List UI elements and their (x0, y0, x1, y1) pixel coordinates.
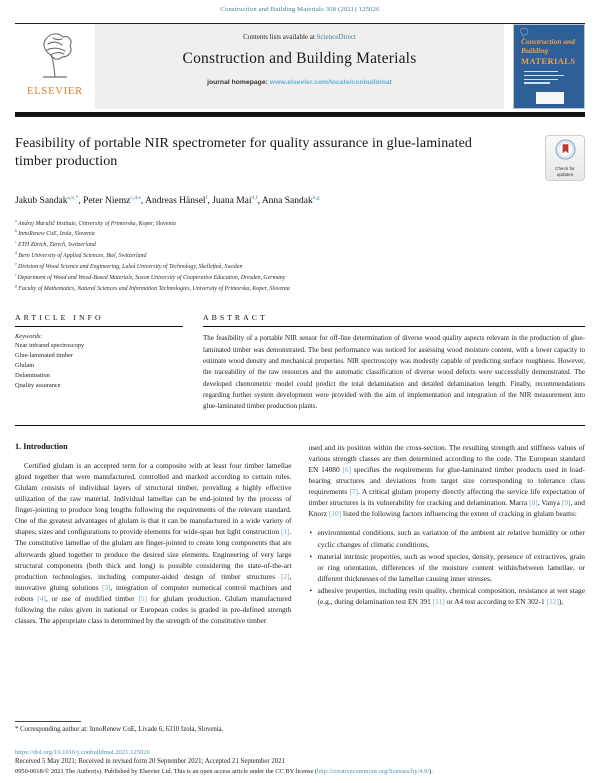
keyword-item: Quality assurance (15, 382, 61, 390)
elsevier-wordmark: ELSEVIER (27, 86, 83, 97)
author-superscript: d,f (251, 194, 258, 201)
journal-header-box (95, 24, 504, 109)
body-columns (15, 442, 585, 627)
author-list (15, 194, 585, 205)
cover-title-text: Construction and Building (521, 37, 575, 55)
text-segment: specifies the requirements for glue-laminated timber products used in load-bearing structures and deviations from target size corresponding to tolerance class requirements (308, 464, 585, 497)
citation-link[interactable]: [6] (342, 464, 352, 474)
keyword-item: Near infrared spectroscopy (15, 342, 85, 350)
bullet-item (309, 585, 586, 607)
author-name: Peter Niemz (83, 195, 131, 206)
affiliation-text: Andrej Marušič Institute, University of Primorska, Koper, Slovenia (18, 220, 176, 227)
text-segment: , or use of modified timber (45, 594, 139, 604)
author (83, 196, 145, 206)
sciencedirect-link[interactable]: ScienceDirect (316, 33, 356, 41)
affiliation-text: InnoRenew CoE, Izola, Slovenia (18, 231, 95, 238)
citation-link[interactable]: [5] (138, 594, 147, 604)
text-segment: used and its position within the cross-section. The resulting strength and stiffness values of various strength classes are then determined according to the code. The European standard EN 14080 (308, 442, 585, 474)
author (15, 196, 83, 206)
author-superscript: b,g (312, 194, 320, 201)
citation-link[interactable]: [12] (546, 597, 559, 607)
footnote-divider (15, 721, 81, 722)
journal-homepage-link[interactable]: www.elsevier.com/locate/conbuildmat (269, 79, 392, 86)
citation-link[interactable]: [4] (37, 594, 46, 604)
affiliation-line (15, 228, 585, 239)
affiliation-list (15, 218, 585, 294)
author (145, 196, 212, 206)
text-segment: ), (558, 597, 564, 607)
elsevier-tree-icon (32, 30, 78, 85)
author-separator: , (257, 195, 262, 206)
keyword-item: Glue-laminated timber (15, 352, 74, 360)
check-badge-label (548, 166, 582, 177)
text-segment: listed the following factors influencing the extent of cracking in glulam beams: (341, 509, 577, 519)
author-separator: , (207, 195, 213, 206)
article-info-heading: ARTICLE INFO (15, 313, 183, 327)
text-segment: , integration of computer numerical control machines and robots (15, 582, 292, 604)
affiliation-line (15, 261, 585, 272)
citation-link[interactable]: [1] (281, 527, 290, 537)
body-column-left (15, 442, 292, 627)
affiliation-sup: f (15, 271, 17, 277)
text-segment: material intrinsic properties, such as wood species, density, presence of extractives, grain or ring orientation, differences of the moisture content within/between lamellae, or different thicknesses of the lamellae causing inner stresses, (317, 551, 585, 583)
affiliation-text: ETH Zürich, Zürich, Switzerland (18, 242, 96, 249)
doi-link[interactable]: https://doi.org/10.1016/j.conbuildmat.2021.125026 (15, 749, 150, 756)
author-name: Andreas Hänsel (145, 195, 206, 206)
keyword-item: Glulam (15, 362, 35, 370)
article-title: Feasibility of portable NIR spectrometer for quality assurance in glue-laminated timber production (15, 136, 473, 170)
intro-paragraph-right (309, 442, 586, 520)
contents-prefix: Contents lists available at (243, 33, 317, 41)
affiliation-line (15, 283, 585, 294)
author-separator: , (140, 195, 146, 206)
keyword-item: Delamination (15, 372, 50, 380)
copyright-suffix: ). (429, 768, 433, 775)
citation-link[interactable]: [11] (432, 597, 445, 607)
intro-paragraph-left (15, 460, 292, 627)
text-segment: or A4 test according to EN 302-1 (444, 597, 547, 607)
citation-link[interactable]: [9] (561, 498, 571, 508)
copyright-prefix: 0950-0618/© 2021 The Author(s). Published by Elsevier Ltd. This is an open access article under the CC BY license ( (15, 768, 318, 775)
check-badge-line2: updates (556, 171, 574, 177)
text-segment: , and Knorz (308, 498, 585, 519)
citation-link[interactable]: [3] (102, 582, 111, 592)
cover-text-lines (524, 71, 564, 86)
affiliation-line (15, 250, 585, 261)
abstract-column (203, 313, 585, 412)
cover-materials-text: MATERIALS (521, 56, 576, 66)
text-segment: Certified glulam is an accepted term for a composite with at least four timber lamellae glued together that were manufactured, controlled and marked according to certain rules. Glulam consists of individual layers of structural timber, providing a highly effective utilization of the raw material. Individual lamellae can be end-jointed by the process of finger-jointing to produce long lengths following the requirements of the relevant standard. One of the greatest advantages of glulam is that it can be manufactured in a wide variety of shapes, sizes and configurations to provide elements for wide-span but light construction (15, 460, 292, 537)
bullet-item (309, 527, 586, 549)
affiliation-sup: g (15, 282, 18, 288)
author-name: Jakub Sandak (15, 195, 68, 206)
header-divider-bar (15, 112, 585, 117)
body-column-right (309, 442, 586, 627)
journal-citation-line: Construction and Building Materials 308 (2021) 125026 (220, 6, 380, 13)
affiliation-text: Department of Wood and Wood-Based Materials, Saxon University of Cooperative Education, Dresden, Germany (17, 274, 286, 281)
abstract-heading: ABSTRACT (203, 313, 585, 327)
article-info-column (15, 313, 183, 412)
citation-link[interactable]: [2] (281, 571, 290, 581)
affiliation-sup: a (15, 217, 18, 223)
author-superscript: c,d,e (130, 194, 141, 201)
author-superscript: a,b,* (67, 194, 79, 201)
check-for-updates-icon (555, 147, 576, 164)
citation-link[interactable]: [10] (328, 509, 342, 519)
affiliation-text: Bern University of Applied Sciences, Biel, Switzerland (18, 253, 147, 260)
author-superscript: f (205, 194, 208, 201)
section-heading-introduction: 1. Introduction (15, 441, 68, 451)
text-segment: . The constitutive lamellae of the glulam are finger-jointed to create long components that are afterwards glued together to produce the desired size elements. Engineering of very large structural components (both thick and long) is possible considering the state-of-the-art production technologies, including computer-aided design of timber structures (15, 527, 292, 581)
factors-bullet-list (309, 527, 586, 607)
text-segment: , Vanya (537, 498, 562, 508)
text-segment: . A critical glulam property directly affecting the service life expectation of timber structures is its vulnerability for cracking and delamination. Marra (308, 487, 585, 508)
check-for-updates-button[interactable] (545, 135, 585, 181)
author-name: Anna Sandak (261, 195, 313, 206)
citation-link[interactable]: [7] (349, 487, 359, 497)
affiliation-text: Faculty of Mathematics, Natural Sciences and Information Technologies, University of Primorska, Koper, Slovenia (18, 285, 290, 292)
affiliation-sup: b (15, 228, 18, 234)
check-badge-line1: Check for (555, 166, 575, 171)
received-dates-line: Received 5 May 2021; Received in revised form 20 September 2021; Accepted 21 September 2021 (15, 758, 285, 765)
title-row (15, 135, 585, 181)
author (262, 196, 320, 206)
text-segment: , innovative gluing solutions (15, 571, 292, 592)
cc-license-link[interactable]: http://creativecommons.org/licenses/by/4.0/ (317, 768, 430, 775)
abstract-text: The feasibility of a portable NIR sensor for off-line determination of diverse wood quality aspects relevant in the production of glue-laminated timber was demonstrated. The best performance was noticed for assessing wood moisture content, with a lower capacity to estimate wood density and mechanical properties. NIR spectroscopy was modestly capable of predicting surface roughness. However, the traceability of the raw resources and the automatic classification of diverse wood defects were successfully demonstrated. The developed chemometric model could predict the total delamination and detailed delamination length. Finally, recommendations regarding further system development were provided with the aim of implementation and integration of the NIR measurement into glue-laminated timber production plants. (203, 334, 585, 411)
affiliation-line (15, 272, 585, 283)
affiliation-sup: e (15, 260, 18, 266)
page-footer (15, 721, 585, 775)
keywords-label: Keywords: (15, 333, 43, 341)
author-name: Juana Mai (212, 195, 252, 206)
cover-bottom-box (536, 92, 564, 104)
text-segment: adhesive properties, including resin quality, chemical composition, resistance at wet stage (e.g., during delamination test EN 391 (317, 586, 585, 607)
journal-header (15, 23, 585, 109)
journal-title: Construction and Building Materials (182, 50, 417, 67)
author-separator: , (78, 195, 84, 206)
affiliation-sup: d (15, 250, 18, 256)
text-segment: environmental conditions, such as variation of the ambient air relative humidity or other cyclic changes of climatic conditions, (317, 528, 585, 549)
copyright-line (15, 768, 585, 775)
affiliation-text: Division of Wood Science and Engineering, Luleå University of Technology, Skellefteå, Sweden (18, 263, 243, 270)
info-abstract-block (15, 313, 585, 425)
homepage-line (101, 79, 498, 86)
affiliation-sup: c (15, 239, 18, 245)
affiliation-line (15, 239, 585, 250)
elsevier-logo (15, 24, 95, 109)
affiliation-line (15, 218, 585, 229)
citation-link[interactable]: [8] (529, 498, 538, 508)
contents-line (101, 33, 498, 41)
bullet-item (309, 551, 586, 584)
author (212, 196, 262, 206)
journal-cover-thumbnail (513, 24, 585, 109)
corresponding-author-footnote: * Corresponding author at: InnoRenew CoE, Livade 6, 6310 Izola, Slovenia. (15, 726, 224, 733)
homepage-prefix: journal homepage: (207, 79, 270, 86)
text-segment: for glulam production. Glulam manufactured following the rules given in national or European codes is graded in pre-defined strength classes. The appropriate class is determined by the strength of the constitutive timber (15, 594, 292, 626)
